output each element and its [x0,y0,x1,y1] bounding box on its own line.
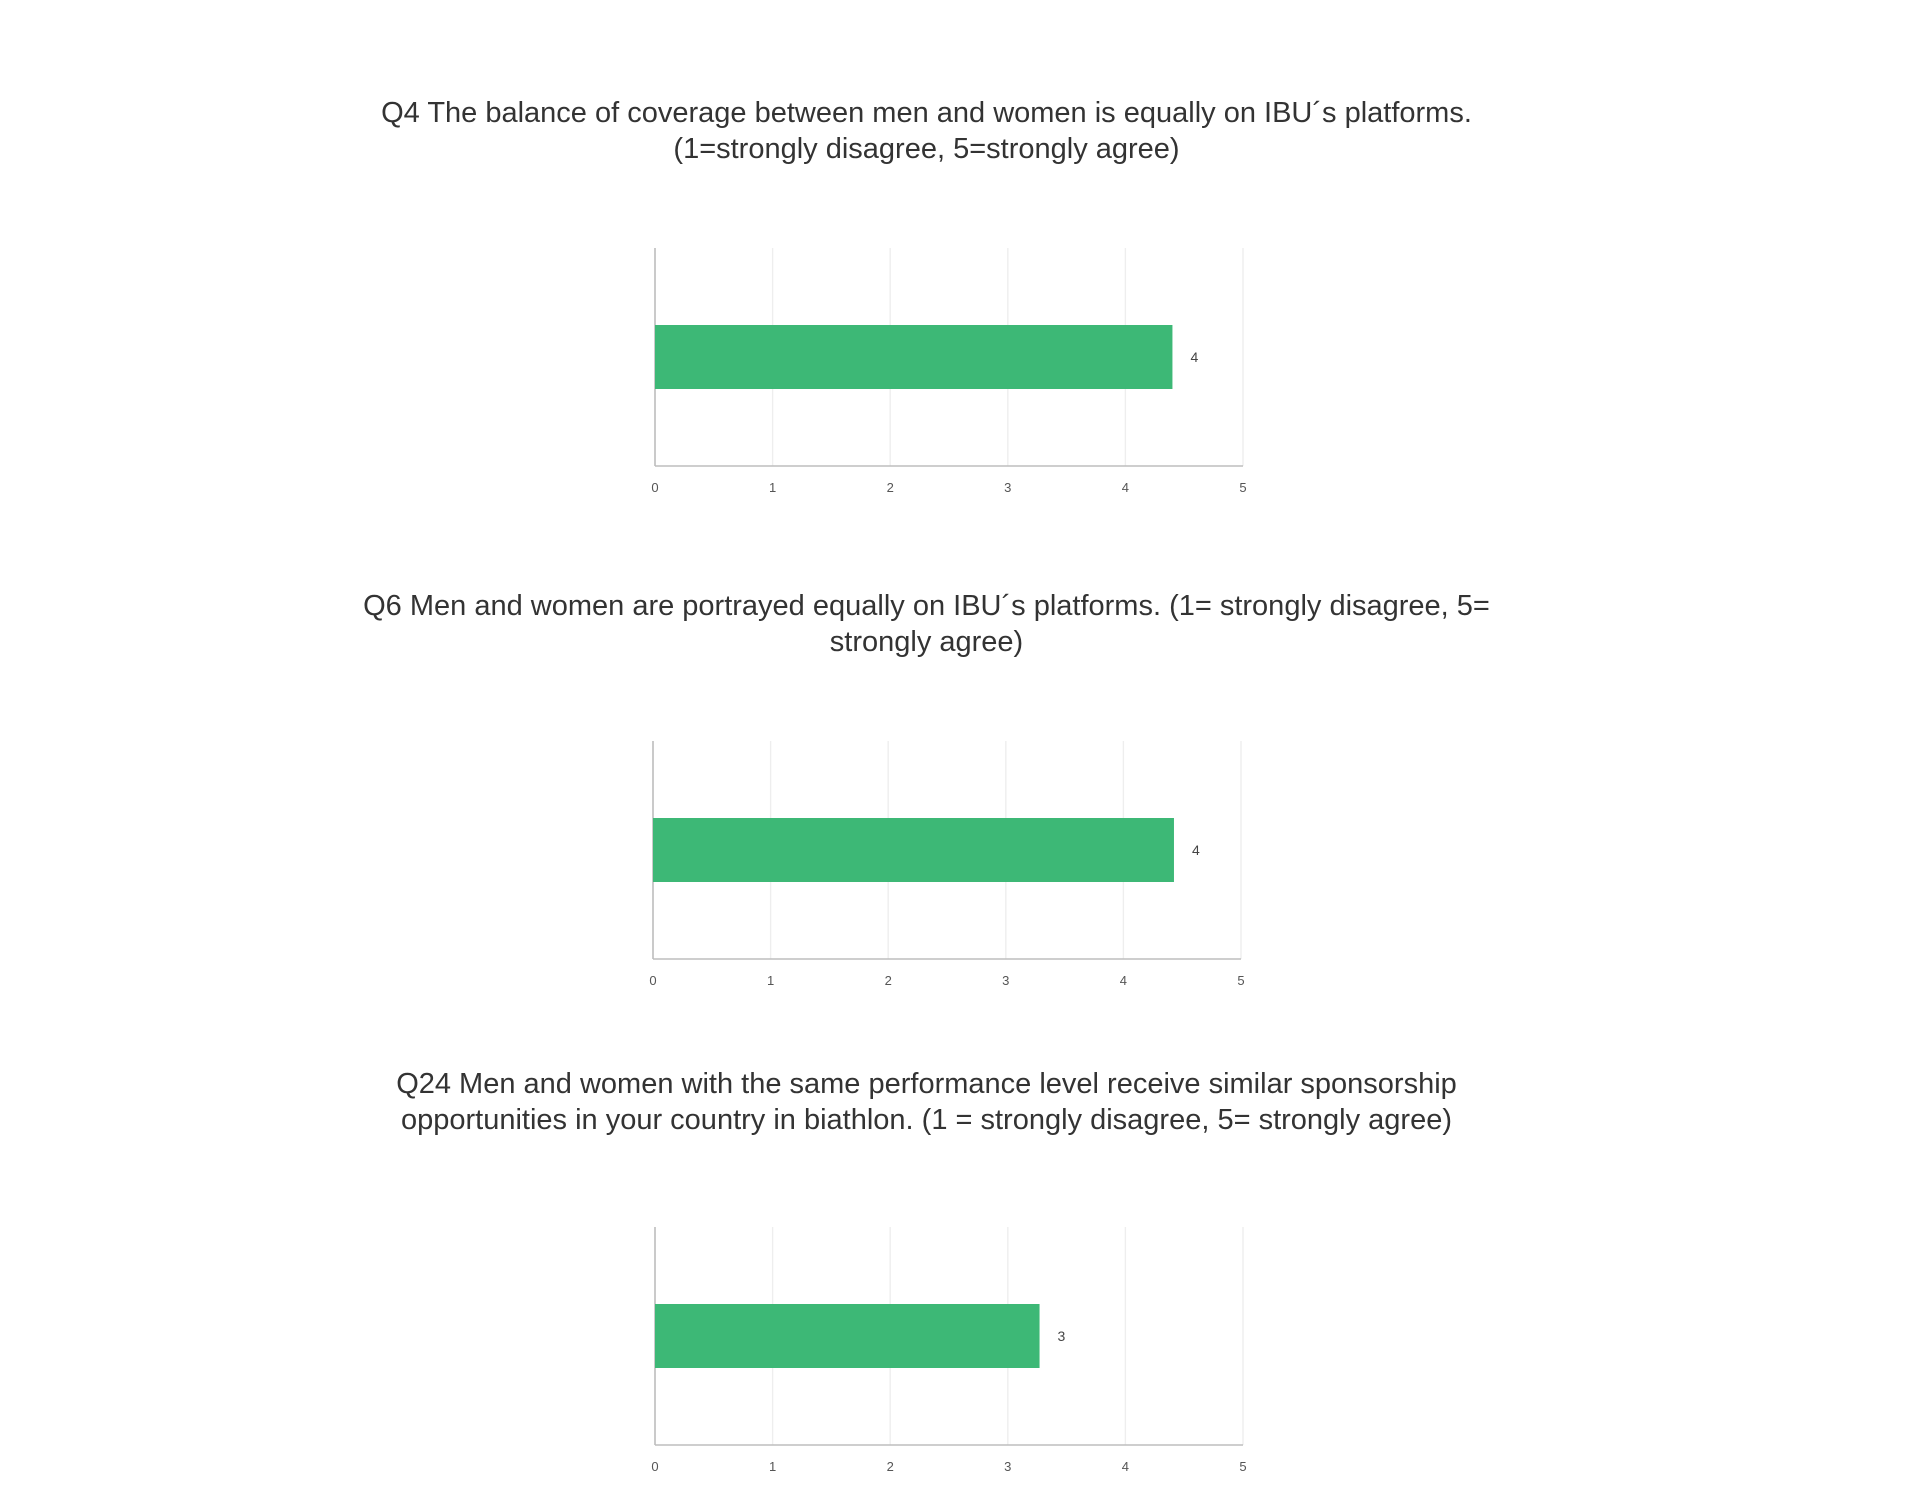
chart-3-title-line-2: opportunities in your country in biathlon. (1 = strongly disagree, 5= strongly agree) [400,1104,1453,1136]
chart-3-x-tick-4: 4 [1121,1459,1130,1474]
chart-2-data-label: 4 [1191,842,1200,858]
chart-2 [0,733,1920,993]
chart-3-title-line-1: Q24 Men and women with the same performance level receive similar sponsorship [396,1068,1457,1100]
chart-1-bar [655,325,1172,389]
chart-2-title-line-2: strongly agree) [829,626,1024,658]
chart-3-x-tick-1: 1 [768,1459,777,1474]
chart-3-x-tick-2: 2 [886,1459,894,1474]
chart-1-data-label: 4 [1190,349,1199,365]
chart-1-title [0,95,1853,167]
chart-3-x-tick-3: 3 [1004,1459,1012,1474]
chart-2-x-tick-0: 0 [649,973,657,988]
chart-3-x-tick-5: 5 [1239,1459,1247,1474]
chart-2-title [0,588,1853,660]
chart-2-bar [653,818,1174,882]
chart-3-data-label: 3 [1057,1328,1066,1344]
chart-1-title-line-2: (1=strongly disagree, 5=strongly agree) [673,133,1180,165]
chart-3-x-tick-0: 0 [651,1459,659,1474]
chart-2-x-tick-1: 1 [766,973,775,988]
chart-2-title-line-1: Q6 Men and women are portrayed equally on IBU´s platforms. (1= strongly disagree, 5= [363,590,1490,622]
chart-1-x-tick-2: 2 [886,480,894,495]
chart-1-x-tick-1: 1 [768,480,777,495]
chart-1-x-tick-4: 4 [1121,480,1130,495]
chart-1 [0,240,1920,500]
chart-3 [0,1219,1920,1479]
chart-1-title-line-1: Q4 The balance of coverage between men and women is equally on IBU´s platforms. [381,97,1472,129]
chart-1-x-tick-0: 0 [651,480,659,495]
chart-3-title [0,1066,1853,1138]
chart-2-x-tick-4: 4 [1119,973,1128,988]
chart-2-x-tick-3: 3 [1002,973,1010,988]
chart-2-x-tick-5: 5 [1237,973,1245,988]
chart-1-x-tick-5: 5 [1239,480,1247,495]
chart-3-bar [655,1304,1040,1368]
chart-2-x-tick-2: 2 [884,973,892,988]
chart-1-x-tick-3: 3 [1004,480,1012,495]
